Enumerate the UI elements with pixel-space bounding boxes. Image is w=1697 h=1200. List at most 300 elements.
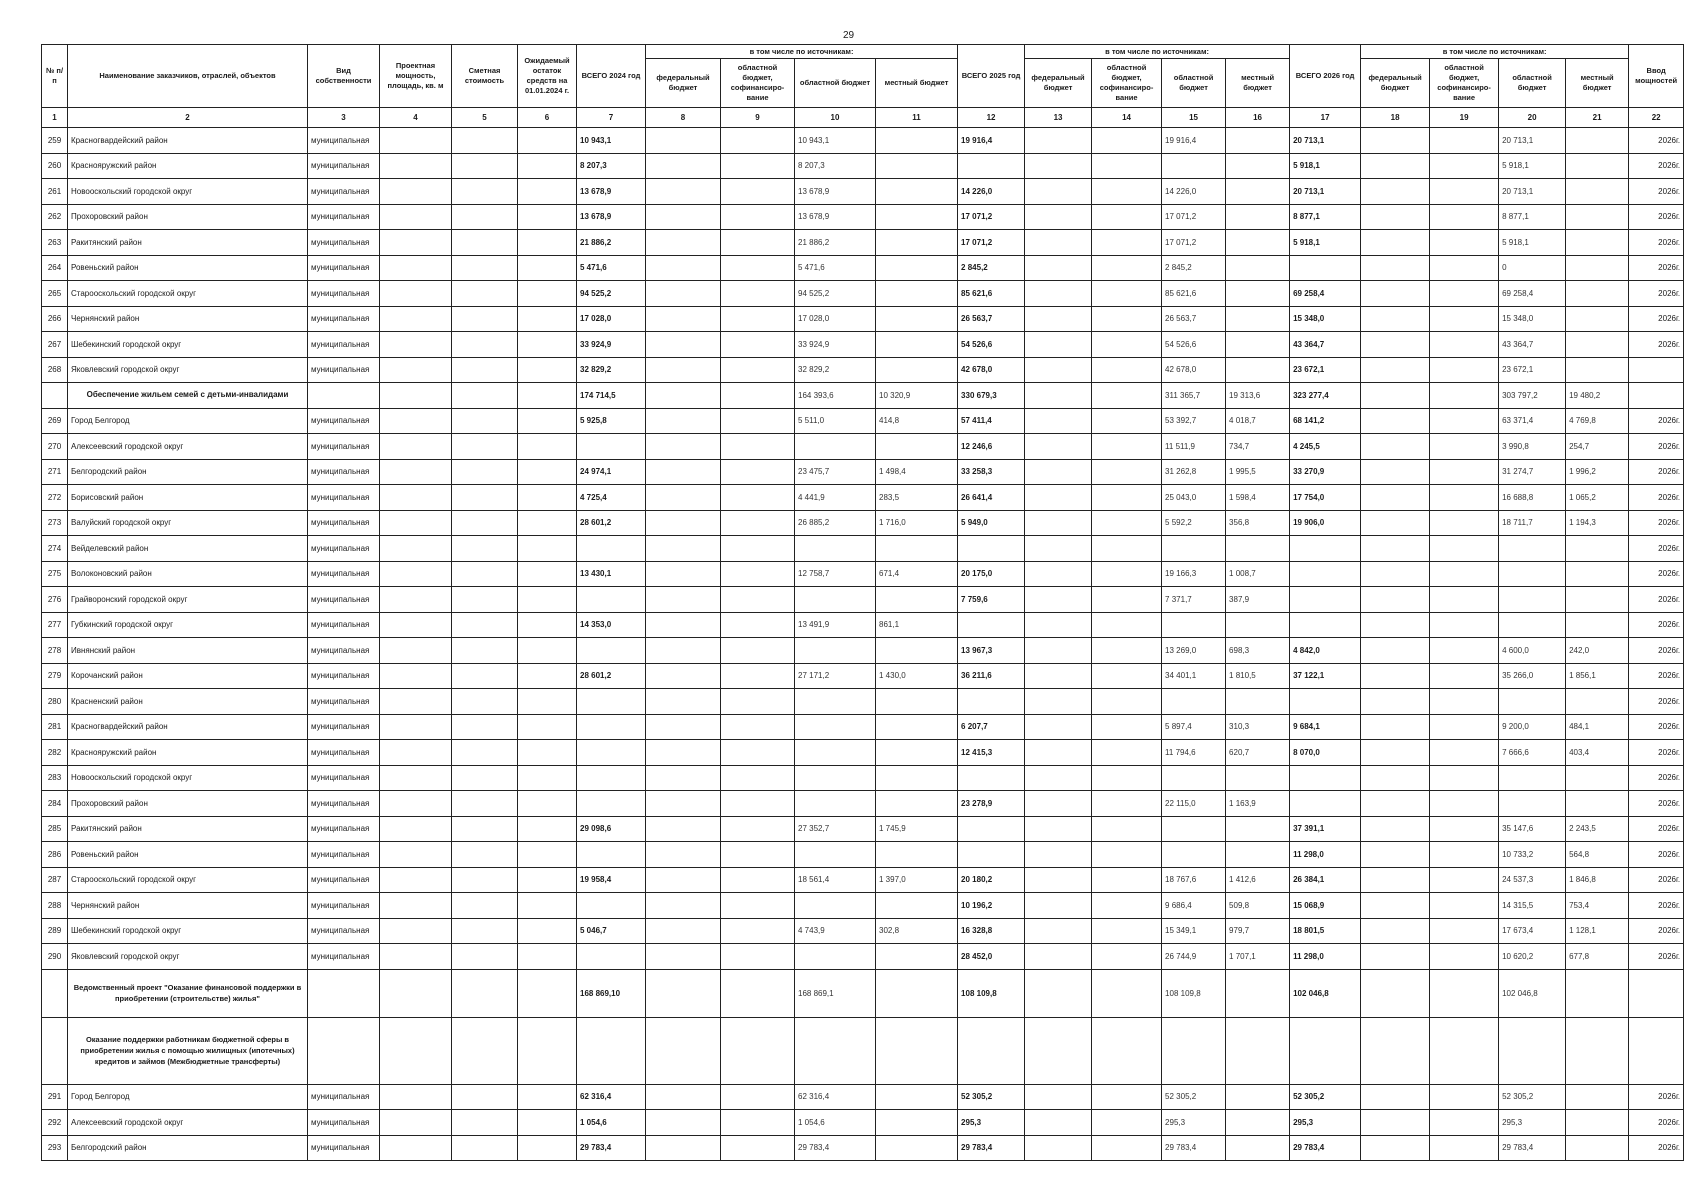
regional-2025 xyxy=(1162,765,1226,791)
row-name: Белгородский район xyxy=(68,459,308,485)
cofinancing-2026 xyxy=(1430,612,1499,638)
regional-2025 xyxy=(1162,689,1226,715)
commissioning-year: 2026г. xyxy=(1629,612,1684,638)
row-ownership: муниципальная xyxy=(308,791,380,817)
local-2024 xyxy=(876,434,958,460)
regional-2025: 5 897,4 xyxy=(1162,714,1226,740)
row-number: 287 xyxy=(42,867,68,893)
estimate-cell xyxy=(452,536,518,562)
total-2026: 18 801,5 xyxy=(1290,918,1361,944)
federal-2024 xyxy=(646,306,721,332)
row-number: 279 xyxy=(42,663,68,689)
row-number: 265 xyxy=(42,281,68,307)
row-number: 281 xyxy=(42,714,68,740)
row-name: Ракитянский район xyxy=(68,816,308,842)
federal-2025 xyxy=(1025,1017,1092,1084)
local-2025 xyxy=(1226,128,1290,154)
total-2025: 85 621,6 xyxy=(958,281,1025,307)
header-federal-2024: федеральный бюджет xyxy=(646,59,721,108)
regional-2024 xyxy=(795,536,876,562)
total-2025: 57 411,4 xyxy=(958,408,1025,434)
federal-2025 xyxy=(1025,434,1092,460)
total-2024: 8 207,3 xyxy=(577,153,646,179)
cofinancing-2026 xyxy=(1430,281,1499,307)
total-2025 xyxy=(958,689,1025,715)
total-2025: 26 563,7 xyxy=(958,306,1025,332)
regional-2025: 29 783,4 xyxy=(1162,1135,1226,1161)
column-number: 10 xyxy=(795,108,876,128)
regional-2024 xyxy=(795,638,876,664)
federal-2025 xyxy=(1025,918,1092,944)
cofinancing-2024 xyxy=(721,383,795,409)
total-2025: 16 328,8 xyxy=(958,918,1025,944)
federal-2026 xyxy=(1361,281,1430,307)
regional-2025: 19 166,3 xyxy=(1162,561,1226,587)
cofinancing-2025 xyxy=(1092,1017,1162,1084)
federal-2026 xyxy=(1361,638,1430,664)
local-2024 xyxy=(876,587,958,613)
row-name: Красногвардейский район xyxy=(68,714,308,740)
total-2025 xyxy=(958,816,1025,842)
row-ownership: муниципальная xyxy=(308,153,380,179)
local-2024 xyxy=(876,255,958,281)
federal-2026 xyxy=(1361,434,1430,460)
total-2026 xyxy=(1290,689,1361,715)
column-number-row xyxy=(42,108,1684,128)
regional-2024: 62 316,4 xyxy=(795,1084,876,1110)
investment-table xyxy=(41,44,1684,1161)
capacity-cell xyxy=(380,1110,452,1136)
regional-2024 xyxy=(795,689,876,715)
remainder-cell xyxy=(518,204,577,230)
total-2026: 17 754,0 xyxy=(1290,485,1361,511)
local-2025: 1 810,5 xyxy=(1226,663,1290,689)
regional-2024 xyxy=(795,740,876,766)
regional-2026: 17 673,4 xyxy=(1499,918,1566,944)
local-2026 xyxy=(1566,153,1629,179)
federal-2025 xyxy=(1025,663,1092,689)
cofinancing-2026 xyxy=(1430,969,1499,1017)
federal-2026 xyxy=(1361,230,1430,256)
row-ownership xyxy=(308,383,380,409)
regional-2026: 5 918,1 xyxy=(1499,230,1566,256)
local-2025: 1 163,9 xyxy=(1226,791,1290,817)
federal-2024 xyxy=(646,944,721,970)
federal-2025 xyxy=(1025,714,1092,740)
federal-2025 xyxy=(1025,587,1092,613)
federal-2026 xyxy=(1361,1110,1430,1136)
federal-2026 xyxy=(1361,689,1430,715)
row-ownership xyxy=(308,1017,380,1084)
total-2026: 29 783,4 xyxy=(1290,1135,1361,1161)
total-2024: 24 974,1 xyxy=(577,459,646,485)
estimate-cell xyxy=(452,510,518,536)
estimate-cell xyxy=(452,714,518,740)
column-number: 12 xyxy=(958,108,1025,128)
cofinancing-2024 xyxy=(721,230,795,256)
row-number: 275 xyxy=(42,561,68,587)
local-2024 xyxy=(876,638,958,664)
row-ownership: муниципальная xyxy=(308,230,380,256)
regional-2026: 31 274,7 xyxy=(1499,459,1566,485)
commissioning-year: 2026г. xyxy=(1629,1135,1684,1161)
total-2026 xyxy=(1290,536,1361,562)
federal-2024 xyxy=(646,1084,721,1110)
local-2025: 1 412,6 xyxy=(1226,867,1290,893)
total-2025: 2 845,2 xyxy=(958,255,1025,281)
remainder-cell xyxy=(518,816,577,842)
cofinancing-2024 xyxy=(721,918,795,944)
regional-2024: 94 525,2 xyxy=(795,281,876,307)
table-row xyxy=(42,612,1684,638)
table-row xyxy=(42,230,1684,256)
federal-2026 xyxy=(1361,893,1430,919)
local-2025 xyxy=(1226,1110,1290,1136)
row-number: 276 xyxy=(42,587,68,613)
local-2024 xyxy=(876,765,958,791)
regional-2026: 35 266,0 xyxy=(1499,663,1566,689)
header-sources-2024: в том числе по источникам: xyxy=(646,45,958,59)
federal-2026 xyxy=(1361,714,1430,740)
regional-2025: 42 678,0 xyxy=(1162,357,1226,383)
estimate-cell xyxy=(452,459,518,485)
cofinancing-2026 xyxy=(1430,536,1499,562)
cofinancing-2025 xyxy=(1092,1135,1162,1161)
row-number: 291 xyxy=(42,1084,68,1110)
remainder-cell xyxy=(518,153,577,179)
header-capacity: Проектная мощность, площадь, кв. м xyxy=(380,45,452,108)
federal-2026 xyxy=(1361,485,1430,511)
regional-2026 xyxy=(1499,536,1566,562)
column-number: 13 xyxy=(1025,108,1092,128)
total-2026: 8 070,0 xyxy=(1290,740,1361,766)
estimate-cell xyxy=(452,969,518,1017)
column-number: 11 xyxy=(876,108,958,128)
row-name: Город Белгород xyxy=(68,1084,308,1110)
regional-2026: 15 348,0 xyxy=(1499,306,1566,332)
table-row xyxy=(42,332,1684,358)
subsection-row xyxy=(42,1017,1684,1084)
regional-2025 xyxy=(1162,612,1226,638)
cofinancing-2026 xyxy=(1430,1135,1499,1161)
federal-2024 xyxy=(646,969,721,1017)
federal-2024 xyxy=(646,434,721,460)
header-estimate: Сметная стоимость xyxy=(452,45,518,108)
cofinancing-2026 xyxy=(1430,128,1499,154)
cofinancing-2025 xyxy=(1092,893,1162,919)
federal-2026 xyxy=(1361,816,1430,842)
federal-2026 xyxy=(1361,459,1430,485)
cofinancing-2024 xyxy=(721,842,795,868)
local-2026 xyxy=(1566,1017,1629,1084)
total-2025: 42 678,0 xyxy=(958,357,1025,383)
row-name: Ровеньский район xyxy=(68,842,308,868)
row-number: 292 xyxy=(42,1110,68,1136)
federal-2024 xyxy=(646,459,721,485)
row-ownership xyxy=(308,969,380,1017)
row-name: Вейделевский район xyxy=(68,536,308,562)
local-2026 xyxy=(1566,255,1629,281)
federal-2026 xyxy=(1361,1084,1430,1110)
capacity-cell xyxy=(380,663,452,689)
federal-2024 xyxy=(646,893,721,919)
local-2026: 403,4 xyxy=(1566,740,1629,766)
local-2025: 387,9 xyxy=(1226,587,1290,613)
cofinancing-2024 xyxy=(721,587,795,613)
cofinancing-2026 xyxy=(1430,689,1499,715)
commissioning-year: 2026г. xyxy=(1629,638,1684,664)
local-2024 xyxy=(876,128,958,154)
table-row xyxy=(42,179,1684,205)
total-2026: 11 298,0 xyxy=(1290,842,1361,868)
local-2026 xyxy=(1566,128,1629,154)
cofinancing-2026 xyxy=(1430,255,1499,281)
regional-2024 xyxy=(795,893,876,919)
federal-2026 xyxy=(1361,408,1430,434)
federal-2024 xyxy=(646,918,721,944)
row-name: Валуйский городской округ xyxy=(68,510,308,536)
local-2025: 620,7 xyxy=(1226,740,1290,766)
capacity-cell xyxy=(380,791,452,817)
row-number: 269 xyxy=(42,408,68,434)
row-ownership: муниципальная xyxy=(308,561,380,587)
remainder-cell xyxy=(518,383,577,409)
commissioning-year: 2026г. xyxy=(1629,255,1684,281)
row-name: Новооскольский городской округ xyxy=(68,179,308,205)
total-2024: 62 316,4 xyxy=(577,1084,646,1110)
row-name: Старооскольский городской округ xyxy=(68,281,308,307)
row-name: Алексеевский городской округ xyxy=(68,434,308,460)
cofinancing-2024 xyxy=(721,969,795,1017)
row-name: Шебекинский городской округ xyxy=(68,918,308,944)
local-2024 xyxy=(876,944,958,970)
capacity-cell xyxy=(380,893,452,919)
local-2024 xyxy=(876,204,958,230)
estimate-cell xyxy=(452,561,518,587)
cofinancing-2025 xyxy=(1092,434,1162,460)
row-name: Обеспечение жильем семей с детьми-инвалидами xyxy=(68,383,308,409)
regional-2024: 26 885,2 xyxy=(795,510,876,536)
local-2026 xyxy=(1566,765,1629,791)
federal-2026 xyxy=(1361,383,1430,409)
federal-2024 xyxy=(646,383,721,409)
regional-2026: 52 305,2 xyxy=(1499,1084,1566,1110)
regional-2026: 63 371,4 xyxy=(1499,408,1566,434)
federal-2025 xyxy=(1025,791,1092,817)
regional-2026: 10 620,2 xyxy=(1499,944,1566,970)
row-number: 277 xyxy=(42,612,68,638)
row-ownership: муниципальная xyxy=(308,944,380,970)
table-row xyxy=(42,434,1684,460)
local-2025 xyxy=(1226,230,1290,256)
row-name: Краснояружский район xyxy=(68,740,308,766)
remainder-cell xyxy=(518,485,577,511)
commissioning-year: 2026г. xyxy=(1629,842,1684,868)
local-2025 xyxy=(1226,179,1290,205)
regional-2025: 13 269,0 xyxy=(1162,638,1226,664)
cofinancing-2025 xyxy=(1092,408,1162,434)
regional-2026: 69 258,4 xyxy=(1499,281,1566,307)
total-2026: 69 258,4 xyxy=(1290,281,1361,307)
federal-2025 xyxy=(1025,816,1092,842)
table-row xyxy=(42,816,1684,842)
remainder-cell xyxy=(518,1135,577,1161)
total-2024 xyxy=(577,434,646,460)
commissioning-year: 2026г. xyxy=(1629,663,1684,689)
total-2024: 4 725,4 xyxy=(577,485,646,511)
local-2026 xyxy=(1566,204,1629,230)
local-2025: 698,3 xyxy=(1226,638,1290,664)
local-2025 xyxy=(1226,842,1290,868)
capacity-cell xyxy=(380,485,452,511)
total-2026: 15 348,0 xyxy=(1290,306,1361,332)
total-2024: 21 886,2 xyxy=(577,230,646,256)
capacity-cell xyxy=(380,536,452,562)
cofinancing-2026 xyxy=(1430,740,1499,766)
total-2024: 1 054,6 xyxy=(577,1110,646,1136)
total-2026: 37 122,1 xyxy=(1290,663,1361,689)
local-2024: 671,4 xyxy=(876,561,958,587)
estimate-cell xyxy=(452,485,518,511)
cofinancing-2025 xyxy=(1092,638,1162,664)
local-2025 xyxy=(1226,1135,1290,1161)
row-ownership: муниципальная xyxy=(308,1135,380,1161)
row-name: Красногвардейский район xyxy=(68,128,308,154)
header-federal-2026: федеральный бюджет xyxy=(1361,59,1430,108)
header-regional-2025: областной бюджет xyxy=(1162,59,1226,108)
federal-2026 xyxy=(1361,867,1430,893)
federal-2024 xyxy=(646,816,721,842)
cofinancing-2024 xyxy=(721,714,795,740)
total-2024: 13 678,9 xyxy=(577,179,646,205)
federal-2025 xyxy=(1025,893,1092,919)
estimate-cell xyxy=(452,1135,518,1161)
federal-2024 xyxy=(646,281,721,307)
commissioning-year: 2026г. xyxy=(1629,230,1684,256)
federal-2024 xyxy=(646,153,721,179)
local-2026 xyxy=(1566,1135,1629,1161)
federal-2025 xyxy=(1025,408,1092,434)
federal-2025 xyxy=(1025,944,1092,970)
row-number: 290 xyxy=(42,944,68,970)
total-2025: 33 258,3 xyxy=(958,459,1025,485)
total-2025 xyxy=(958,612,1025,638)
federal-2024 xyxy=(646,638,721,664)
federal-2025 xyxy=(1025,332,1092,358)
row-number: 272 xyxy=(42,485,68,511)
federal-2024 xyxy=(646,357,721,383)
cofinancing-2024 xyxy=(721,816,795,842)
cofinancing-2024 xyxy=(721,893,795,919)
remainder-cell xyxy=(518,791,577,817)
regional-2026: 14 315,5 xyxy=(1499,893,1566,919)
cofinancing-2025 xyxy=(1092,204,1162,230)
federal-2025 xyxy=(1025,459,1092,485)
local-2024: 1 745,9 xyxy=(876,816,958,842)
total-2024: 13 430,1 xyxy=(577,561,646,587)
estimate-cell xyxy=(452,230,518,256)
header-local-2024: местный бюджет xyxy=(876,59,958,108)
commissioning-year: 2026г. xyxy=(1629,1084,1684,1110)
regional-2026: 9 200,0 xyxy=(1499,714,1566,740)
row-name: Чернянский район xyxy=(68,893,308,919)
row-name: Старооскольский городской округ xyxy=(68,867,308,893)
row-number: 283 xyxy=(42,765,68,791)
local-2024 xyxy=(876,230,958,256)
total-2025: 28 452,0 xyxy=(958,944,1025,970)
header-regional-2024: областной бюджет xyxy=(795,59,876,108)
remainder-cell xyxy=(518,408,577,434)
federal-2024 xyxy=(646,536,721,562)
total-2025 xyxy=(958,765,1025,791)
total-2026: 11 298,0 xyxy=(1290,944,1361,970)
row-name: Яковлевский городской округ xyxy=(68,357,308,383)
commissioning-year: 2026г. xyxy=(1629,867,1684,893)
regional-2024: 5 511,0 xyxy=(795,408,876,434)
cofinancing-2026 xyxy=(1430,383,1499,409)
total-2026: 68 141,2 xyxy=(1290,408,1361,434)
header-cofinancing-2025: областной бюджет, софинансиро- вание xyxy=(1092,59,1162,108)
local-2026 xyxy=(1566,332,1629,358)
federal-2026 xyxy=(1361,765,1430,791)
total-2024: 29 783,4 xyxy=(577,1135,646,1161)
row-number: 268 xyxy=(42,357,68,383)
cofinancing-2026 xyxy=(1430,332,1499,358)
federal-2025 xyxy=(1025,510,1092,536)
total-2024: 28 601,2 xyxy=(577,510,646,536)
total-2026: 52 305,2 xyxy=(1290,1084,1361,1110)
remainder-cell xyxy=(518,459,577,485)
table-row xyxy=(42,128,1684,154)
federal-2025 xyxy=(1025,128,1092,154)
commissioning-year: 2026г. xyxy=(1629,332,1684,358)
cofinancing-2024 xyxy=(721,1017,795,1084)
federal-2025 xyxy=(1025,204,1092,230)
row-number xyxy=(42,1017,68,1084)
federal-2025 xyxy=(1025,383,1092,409)
estimate-cell xyxy=(452,281,518,307)
remainder-cell xyxy=(518,638,577,664)
row-ownership: муниципальная xyxy=(308,485,380,511)
local-2026 xyxy=(1566,1110,1629,1136)
regional-2026: 7 666,6 xyxy=(1499,740,1566,766)
row-name: Ведомственный проект "Оказание финансовой поддержки в приобретении (строительстве) жилья" xyxy=(68,969,308,1017)
commissioning-year: 2026г. xyxy=(1629,153,1684,179)
estimate-cell xyxy=(452,587,518,613)
capacity-cell xyxy=(380,306,452,332)
regional-2024 xyxy=(795,944,876,970)
total-2024: 32 829,2 xyxy=(577,357,646,383)
local-2025: 310,3 xyxy=(1226,714,1290,740)
regional-2024: 8 207,3 xyxy=(795,153,876,179)
cofinancing-2025 xyxy=(1092,281,1162,307)
estimate-cell xyxy=(452,408,518,434)
total-2024: 168 869,10 xyxy=(577,969,646,1017)
estimate-cell xyxy=(452,893,518,919)
total-2024 xyxy=(577,740,646,766)
total-2024: 94 525,2 xyxy=(577,281,646,307)
federal-2025 xyxy=(1025,485,1092,511)
header-commissioning: Ввод мощностей xyxy=(1629,45,1684,108)
federal-2025 xyxy=(1025,561,1092,587)
federal-2025 xyxy=(1025,357,1092,383)
regional-2024 xyxy=(795,765,876,791)
regional-2025: 5 592,2 xyxy=(1162,510,1226,536)
header-remainder: Ожидаемый остаток средств на 01.01.2024 г. xyxy=(518,45,577,108)
row-name: Город Белгород xyxy=(68,408,308,434)
federal-2024 xyxy=(646,255,721,281)
table-row xyxy=(42,918,1684,944)
